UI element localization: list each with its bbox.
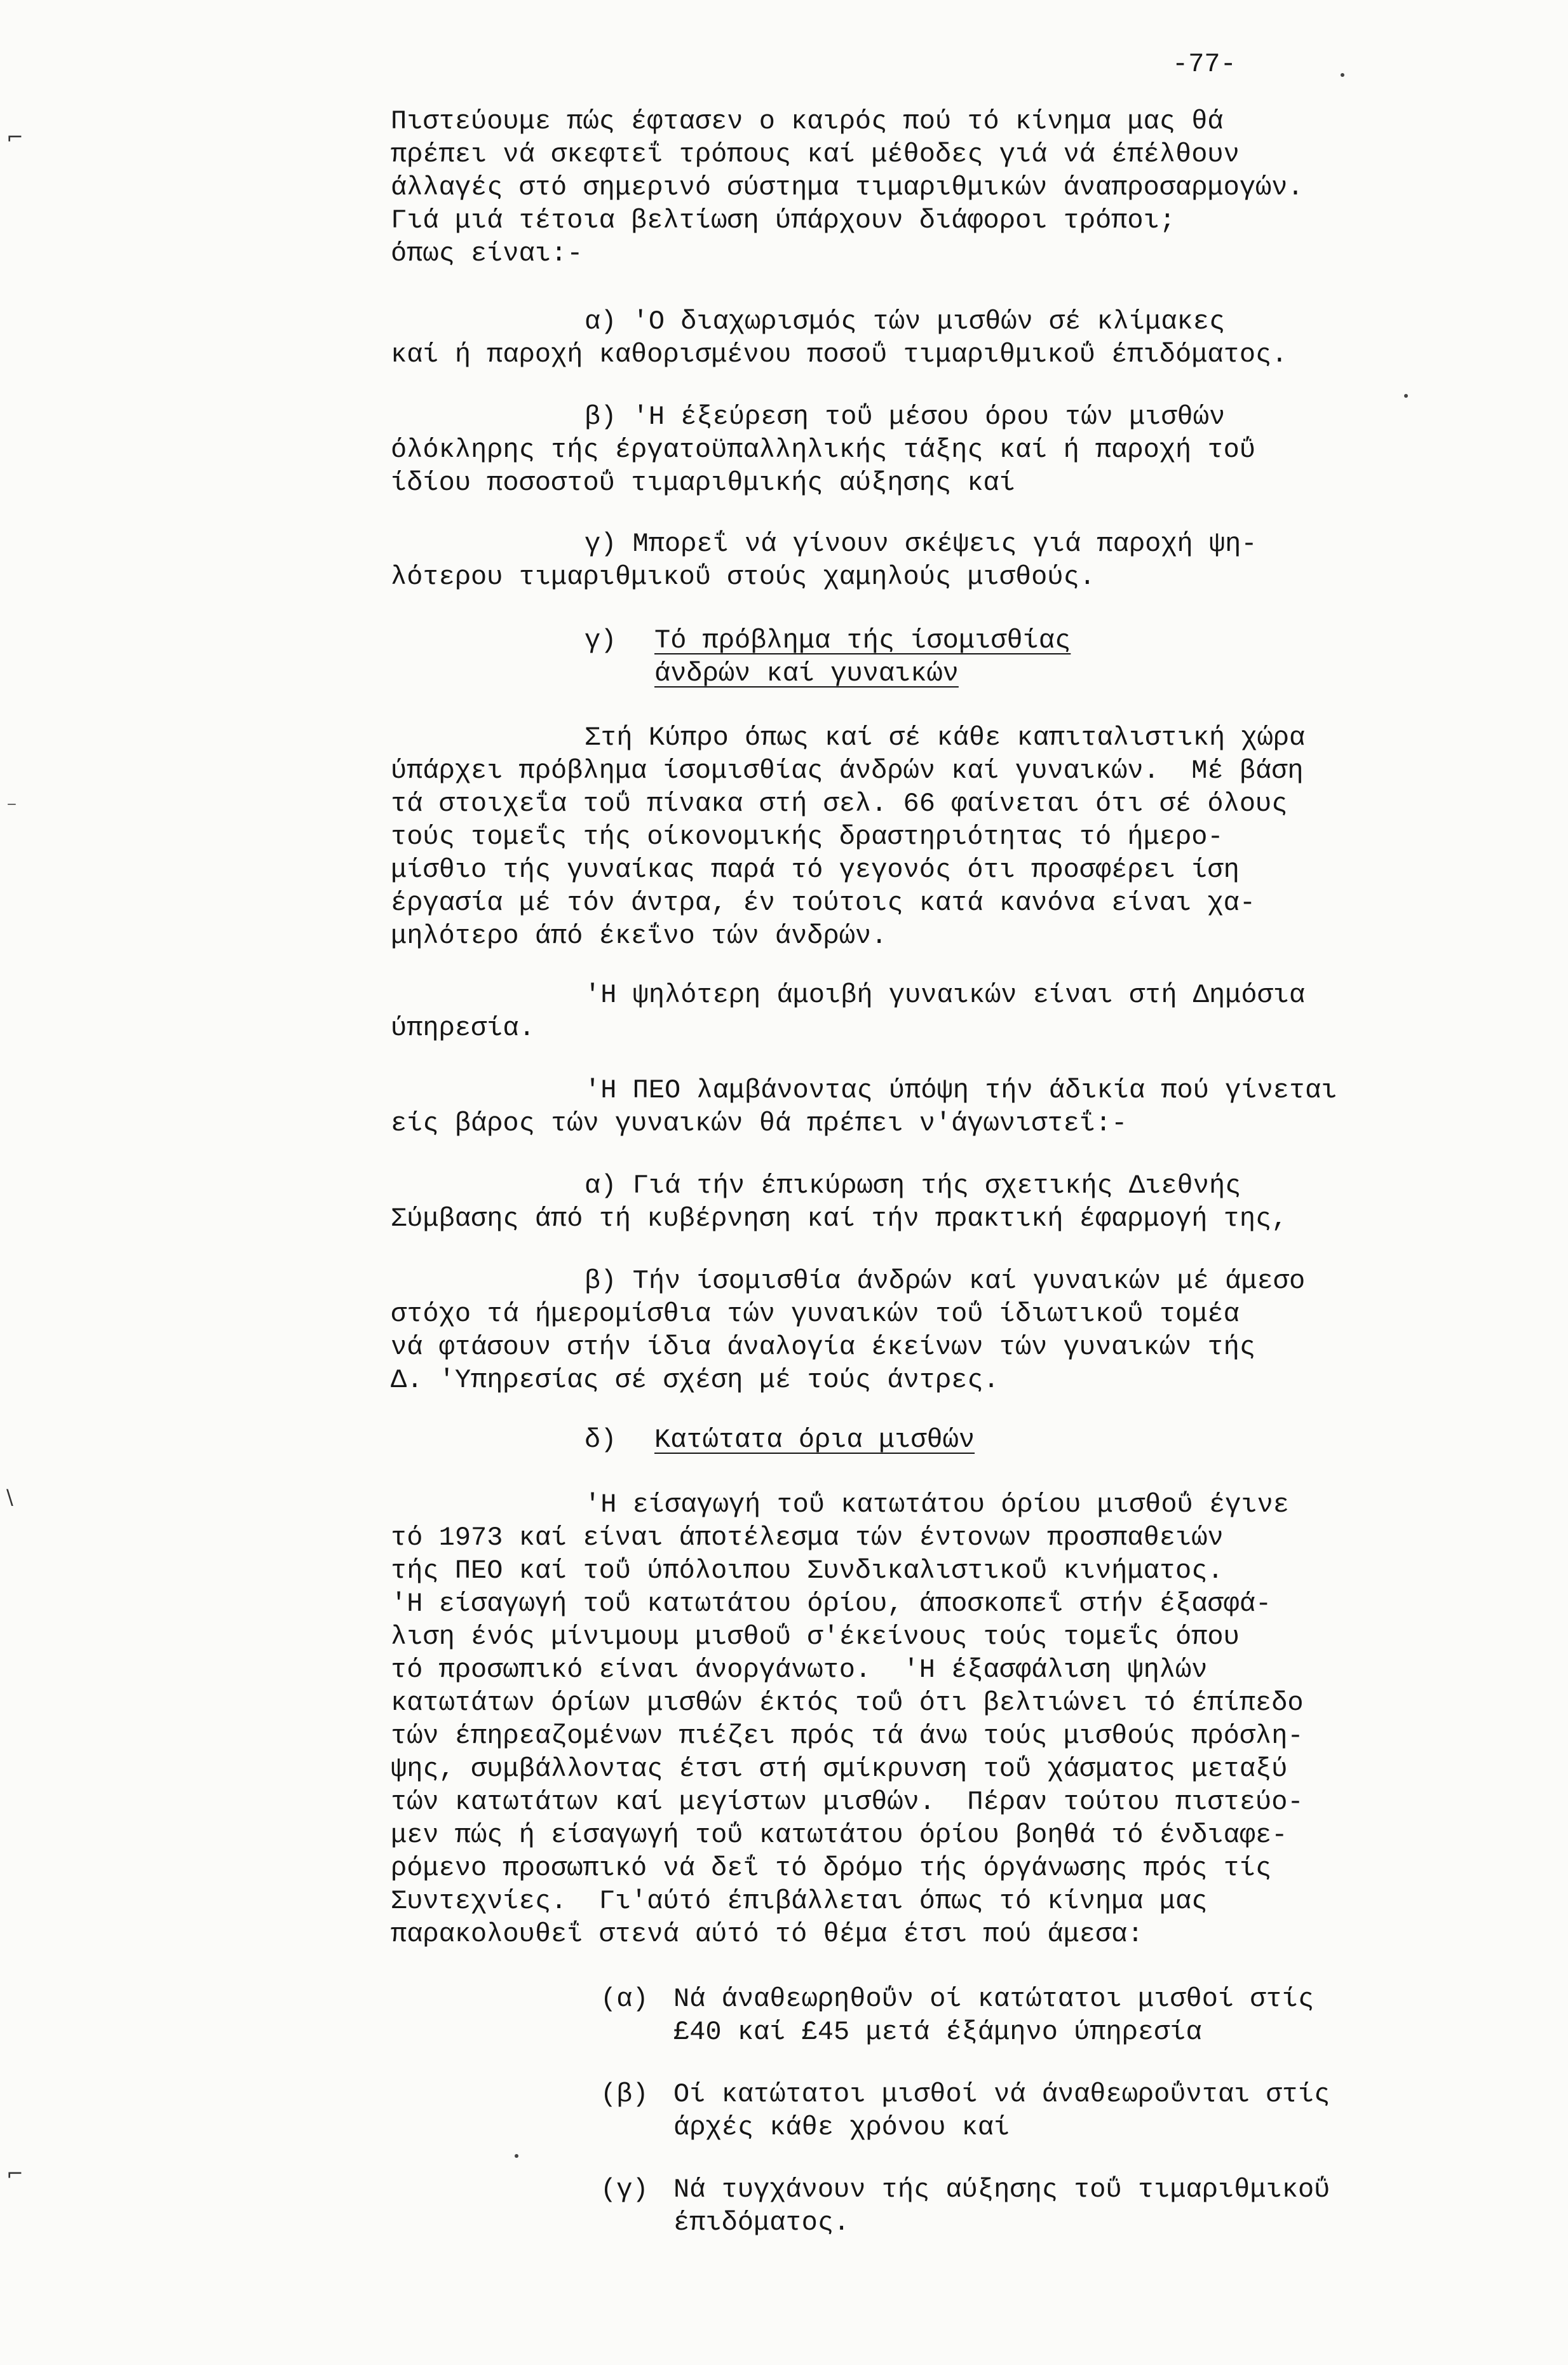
body-line: τό προσωπικό είναι άνοργάνωτο. 'Η έξασφάλιση ψηλών — [391, 1655, 1208, 1685]
body-line: όπως είναι:- — [391, 238, 583, 269]
list-item-label: (β) — [600, 2079, 649, 2110]
section-d-title: Κατώτατα όρια μισθών — [654, 1425, 975, 1455]
body-line: 'Η ψηλότερη άμοιβή γυναικών είναι στή Δημόσια — [585, 980, 1306, 1010]
body-line: ρόμενο προσωπικό νά δεΐ τό δρόμο τής όργάνωσης πρός τίς — [391, 1853, 1272, 1883]
body-line: ψης, συμβάλλοντας έτσι στή σμίκρυνση τοΰ χάσματος μεταξύ — [391, 1754, 1288, 1784]
option-a-line: καί ή παροχή καθορισμένου ποσοΰ τιμαριθμικοΰ έπιδόματος. — [391, 339, 1288, 370]
demand-a-line: Σύμβασης άπό τή κυβέρνηση καί τήν πρακτική έφαρμογή της, — [391, 1203, 1288, 1234]
body-line: είς βάρος τών γυναικών θά πρέπει ν'άγωνιστεΐ:- — [391, 1108, 1128, 1139]
option-b-line: όλόκληρης τής έργατοϋπαλληλικής τάξης καί ή παροχή τοΰ — [391, 435, 1256, 465]
margin-mark-1: ⌐ — [6, 125, 24, 149]
list-item-line: £40 καί £45 μετά έξάμηνο ύπηρεσία — [673, 2017, 1202, 2047]
body-line: τούς τομεΐς τής οίκονομικής δραστηριότητας τό ήμερο- — [391, 822, 1224, 852]
body-line: κατωτάτων όρίων μισθών έκτός τοΰ ότι βελτιώνει τό έπίπεδο — [391, 1688, 1304, 1718]
demand-a-line: α) Γιά τήν έπικύρωση τής σχετικής Διεθνής — [585, 1170, 1241, 1201]
list-item-label: (α) — [600, 1984, 649, 2014]
body-line: Πιστεύουμε πώς έφτασεν ο καιρός πού τό κίνημα μας θά — [391, 106, 1224, 137]
body-line: Συντεχνίες. Γι'αύτό έπιβάλλεται όπως τό κίνημα μας — [391, 1886, 1208, 1916]
body-line: τό 1973 καί είναι άποτέλεσμα τών έντονων προσπαθειών — [391, 1522, 1224, 1553]
option-a-line: α) 'Ο διαχωρισμός τών μισθών σέ κλίμακες — [585, 306, 1226, 337]
body-line: μίσθιο τής γυναίκας παρά τό γεγονός ότι προσφέρει ίση — [391, 855, 1240, 885]
body-line: ύπηρεσία. — [391, 1013, 535, 1043]
body-line: τών έπηρεαζομένων πιέζει πρός τά άνω τούς μισθούς πρόσλη- — [391, 1721, 1304, 1751]
body-line: παρακολουθεΐ στενά αύτό τό θέμα έτσι πού άμεσα: — [391, 1919, 1144, 1949]
body-line: τά στοιχεΐα τοΰ πίνακα στή σελ. 66 φαίνεται ότι σέ όλους — [391, 789, 1288, 819]
body-line: πρέπει νά σκεφτεΐ τρόπους καί μέθοδες γιά νά έπέλθουν — [391, 139, 1240, 170]
option-b-line: β) 'Η έξεύρεση τοΰ μέσου όρου τών μισθών — [585, 402, 1226, 432]
body-line: μηλότερο άπό έκεΐνο τών άνδρών. — [391, 921, 888, 951]
dust-speck — [1404, 394, 1408, 398]
body-line: ύπάρχει πρόβλημα ίσομισθίας άνδρών καί γυναικών. Μέ βάση — [391, 756, 1304, 786]
demand-b-line: στόχο τά ήμερομίσθια τών γυναικών τοΰ ίδιωτικοΰ τομέα — [391, 1299, 1240, 1329]
body-line: έργασία μέ τόν άντρα, έν τούτοις κατά κανόνα είναι χα- — [391, 888, 1256, 918]
body-line: τής ΠΕΟ καί τοΰ ύπόλοιπου Συνδικαλιστικοΰ κινήματος. — [391, 1555, 1224, 1586]
option-c-line: γ) Μπορεΐ νά γίνουν σκέψεις γιά παροχή ψη- — [585, 529, 1257, 559]
demand-b-line: Δ. 'Υπηρεσίας σέ σχέση μέ τούς άντρες. — [391, 1365, 999, 1395]
list-item-line: άρχές κάθε χρόνου καί — [673, 2112, 1010, 2143]
list-item-label: (γ) — [600, 2174, 649, 2205]
body-line: 'Η ΠΕΟ λαμβάνοντας ύπόψη τήν άδικία πού γίνεται — [585, 1075, 1337, 1106]
option-b-line: ίδίου ποσοστοΰ τιμαριθμικής αύξησης καί — [391, 468, 1015, 498]
body-line: 'Η είσαγωγή τοΰ κατωτάτου όρίου μισθοΰ έγινε — [585, 1489, 1289, 1520]
list-item-line: Νά άναθεωρηθοΰν οί κατώτατοι μισθοί στίς — [673, 1984, 1315, 2014]
body-line: άλλαγές στό σημερινό σύστημα τιμαριθμικών άναπροσαρμογών. — [391, 172, 1304, 203]
body-line: λιση ένός μίνιμουμ μισθοΰ σ'έκείνους τούς τομεΐς όπου — [391, 1622, 1240, 1652]
body-line: Γιά μιά τέτοια βελτίωση ύπάρχουν διάφοροι τρόποι; — [391, 205, 1176, 236]
section-g-title: Τό πρόβλημα τής ίσομισθίας — [654, 625, 1071, 656]
section-d-prefix: δ) — [585, 1425, 617, 1455]
option-c-line: λότερου τιμαριθμικοΰ στούς χαμηλούς μισθούς. — [391, 562, 1095, 592]
body-line: τών κατωτάτων καί μεγίστων μισθών. Πέραν τούτου πιστεύο- — [391, 1787, 1304, 1817]
body-line: μεν πώς ή είσαγωγή τοΰ κατωτάτου όρίου βοηθά τό ένδιαφε- — [391, 1820, 1288, 1850]
section-g-prefix: γ) — [585, 625, 617, 656]
dust-speck — [515, 2154, 518, 2158]
body-line: Στή Κύπρο όπως καί σέ κάθε καπιταλιστική χώρα — [585, 722, 1306, 753]
list-item-line: Οί κατώτατοι μισθοί νά άναθεωροΰνται στίς — [673, 2079, 1330, 2110]
margin-mark-4: ⌐ — [6, 2162, 24, 2186]
list-item-line: έπιδόματος. — [673, 2207, 850, 2238]
body-line: 'Η είσαγωγή τοΰ κατωτάτου όρίου, άποσκοπεΐ στήν έξασφά- — [391, 1589, 1272, 1619]
demand-b-line: νά φτάσουν στήν ίδια άναλογία έκείνων τών γυναικών τής — [391, 1332, 1256, 1362]
margin-mark-2: ⁻ — [6, 796, 17, 820]
demand-b-line: β) Τήν ίσομισθία άνδρών καί γυναικών μέ άμεσο — [585, 1266, 1306, 1296]
section-g-title: άνδρών καί γυναικών — [654, 658, 959, 689]
page-number: -77- — [1172, 49, 1236, 79]
margin-mark-3: \ — [6, 1485, 13, 1509]
list-item-line: Νά τυγχάνουν τής αύξησης τοΰ τιμαριθμικοΰ — [673, 2174, 1330, 2205]
dust-speck — [1341, 73, 1344, 77]
